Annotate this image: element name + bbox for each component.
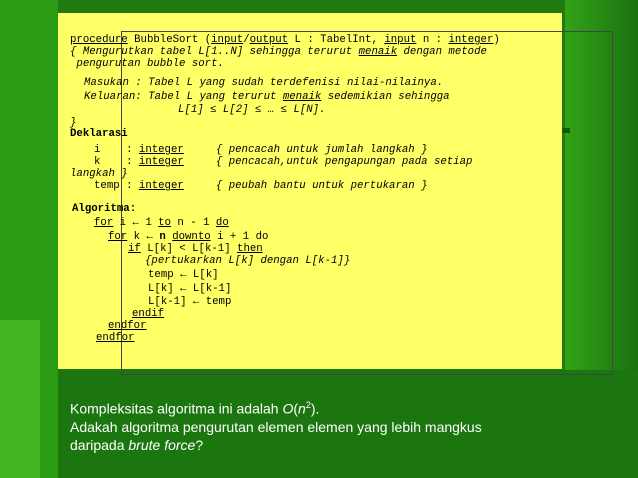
caption-text: ( [293, 400, 299, 417]
caption-line-1 [70, 396, 482, 418]
caption-exponent: 2 [305, 400, 311, 410]
kw-input: input [384, 34, 417, 46]
code-line-comment-2: pengurutan bubble sort. [70, 58, 224, 70]
code-line-swap-comment: {pertukarkan L[k] dengan L[k-1]} [145, 255, 351, 267]
code-comment: { pencacah,untuk pengapungan pada setiap [183, 156, 473, 168]
code-text: L[k] < L[k-1] [140, 243, 238, 255]
caption-line-2: Adakah algoritma pengurutan elemen elemen yang lebih mangkus [70, 418, 482, 435]
code-text: k : [94, 156, 139, 168]
caption-text: ? [195, 436, 204, 453]
code-text: BubbleSort ( [127, 34, 212, 46]
code-line-swap-3: L[k-1] ← temp [148, 296, 232, 308]
code-line-condition: L[1] ≤ L[2] ≤ … ≤ L[N]. [178, 104, 326, 116]
caption-line-3 [70, 436, 482, 454]
code-line-algoritma: Algoritma: [72, 203, 137, 215]
kw-integer: integer [138, 156, 184, 168]
code-text: i : [94, 144, 139, 156]
code-line-for-i [94, 217, 229, 230]
code-text: temp : [94, 180, 139, 192]
code-line-brace: } [70, 117, 77, 129]
kw-to: to [158, 217, 171, 229]
code-line-decl-k-cont: langkah } [70, 168, 128, 180]
code-text: / [243, 34, 250, 46]
caption-text: ). [310, 400, 320, 417]
arrow-left-icon: ← [146, 231, 153, 243]
code-comment: { peubah bantu untuk pertukaran } [183, 180, 428, 192]
code-line-swap-1: temp ← L[k] [148, 269, 219, 281]
code-line-masukan: Masukan : Tabel L yang sudah terdefenisi nilai-nilainya. [84, 77, 444, 89]
kw-output: output [249, 34, 289, 46]
caption-text: daripada [70, 436, 129, 453]
code-line-decl-temp [94, 180, 428, 193]
code-text: ) [493, 34, 500, 46]
arrow-left-icon: ← [132, 217, 139, 229]
caption-n: n [298, 400, 306, 417]
kw-for: for [108, 231, 128, 243]
code-line-keluaran [84, 91, 450, 104]
kw-integer: integer [138, 144, 184, 156]
code-text: n - 1 [171, 217, 216, 229]
code-line-swap-2: L[k] ← L[k-1] [148, 283, 232, 295]
kw-then: then [237, 243, 263, 255]
code-line-endif: endif [132, 308, 165, 320]
code-text: sedemikian sehingga [321, 91, 450, 103]
kw-procedure: procedure [70, 34, 128, 46]
code-text: i + 1 do [210, 231, 269, 243]
code-comment: { pencacah untuk jumlah langkah } [183, 144, 428, 156]
kw-input: input [211, 34, 244, 46]
code-line-endfor-outer: endfor [96, 332, 135, 344]
kw-if: if [128, 243, 141, 255]
code-text: dengan metode [397, 46, 487, 58]
code-text: L : TabelInt, [288, 34, 385, 46]
kw-downto: downto [172, 231, 211, 243]
slide-caption [70, 396, 482, 454]
kw-integer: integer [448, 34, 494, 46]
caption-big-o: O [282, 400, 294, 417]
code-line-endfor-inner: endfor [108, 320, 147, 332]
code-text: i [113, 217, 133, 229]
code-text: n : [416, 34, 449, 46]
code-text-underlined: menaik [358, 46, 398, 58]
code-text: k [127, 231, 147, 243]
code-text: Keluaran: Tabel L yang terurut [84, 91, 283, 103]
code-text: { Mengurutkan tabel L[1..N] sehingga terurut [70, 46, 359, 58]
background-left-lower-panel [0, 320, 40, 478]
kw-do: do [215, 217, 229, 229]
caption-text: Kompleksitas algoritma ini adalah [70, 400, 283, 417]
code-text-underlined: menaik [282, 91, 322, 103]
kw-for: for [94, 217, 114, 229]
code-var-n: n [159, 231, 166, 243]
kw-integer: integer [138, 180, 184, 192]
caption-emphasis: brute force [128, 436, 196, 453]
code-line-deklarasi: Deklarasi [70, 128, 128, 140]
code-line-decl-k [94, 156, 472, 169]
code-text: 1 [138, 217, 159, 229]
